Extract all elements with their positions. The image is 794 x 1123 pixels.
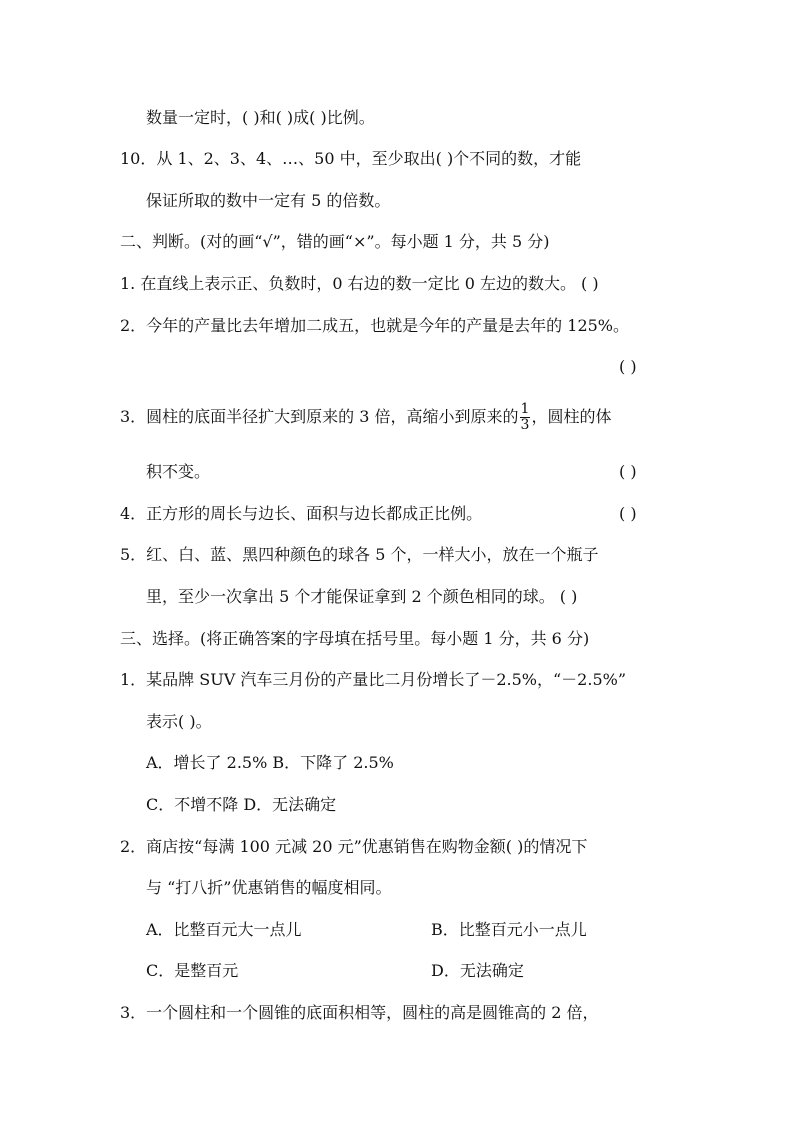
choice-2-option-a: A．比整百元大一点儿 xyxy=(146,920,302,939)
choice-2-option-d: D．无法确定 xyxy=(431,961,524,980)
judge-3-text-a: 3．圆柱的底面半径扩大到原来的 3 倍，高缩小到原来的 xyxy=(120,407,519,426)
judge-3-text-b: ，圆柱的体 xyxy=(531,407,612,426)
fraction-one-third xyxy=(520,402,531,433)
choice-2-option-c: C．是整百元 xyxy=(146,961,239,980)
judge-3-line-2: 积不变。 xyxy=(146,462,211,481)
choice-1-options-cd: C．不增不降 D．无法确定 xyxy=(146,795,337,814)
section-3-heading: 三、选择。(将正确答案的字母填在括号里。每小题 1 分，共 6 分) xyxy=(120,629,590,648)
choice-1-line-1: 1．某品牌 SUV 汽车三月份的产量比二月份增长了－2.5%，“－2.5%” xyxy=(120,670,627,689)
choice-1-options-ab: A．增长了 2.5% B．下降了 2.5% xyxy=(146,753,394,772)
judge-1: 1. 在直线上表示正、负数时，0 右边的数一定比 0 左边的数大。 ( ) xyxy=(120,274,599,293)
choice-2-option-b: B．比整百元小一点儿 xyxy=(431,920,587,939)
judge-4-answer-paren: ( ) xyxy=(619,504,637,523)
question-10-line-1: 10．从 1、2、3、4、…、50 中，至少取出( )个不同的数，才能 xyxy=(120,149,582,168)
judge-3-answer-paren: ( ) xyxy=(619,462,637,481)
fraction-denominator: 3 xyxy=(520,417,530,433)
choice-1-line-2: 表示( )。 xyxy=(146,712,212,731)
judge-3-line-1 xyxy=(120,401,611,433)
choice-2-line-2: 与 “打八折”优惠销售的幅度相同。 xyxy=(146,878,392,897)
question-10-line-2: 保证所取的数中一定有 5 的倍数。 xyxy=(146,191,391,210)
judge-2: 2．今年的产量比去年增加二成五，也就是今年的产量是去年的 125%。 xyxy=(120,316,630,335)
text-line-1: 数量一定时，( )和( )成( )比例。 xyxy=(146,108,375,127)
judge-4: 4．正方形的周长与边长、面积与边长都成正比例。 xyxy=(120,504,483,523)
section-2-heading: 二、判断。(对的画“√”，错的画“×”。每小题 1 分，共 5 分) xyxy=(120,232,550,251)
judge-2-answer-paren: ( ) xyxy=(619,357,637,376)
fraction-numerator: 1 xyxy=(520,401,530,417)
judge-5-line-2: 里，至少一次拿出 5 个才能保证拿到 2 个颜色相同的球。 ( ) xyxy=(146,587,578,606)
choice-2-line-1: 2．商店按“每满 100 元减 20 元”优惠销售在购物金额( )的情况下 xyxy=(120,837,588,856)
judge-5-line-1: 5．红、白、蓝、黑四种颜色的球各 5 个，一样大小，放在一个瓶子 xyxy=(120,545,599,564)
choice-3-line-1: 3．一个圆柱和一个圆锥的底面积相等，圆柱的高是圆锥高的 2 倍， xyxy=(120,1003,599,1022)
